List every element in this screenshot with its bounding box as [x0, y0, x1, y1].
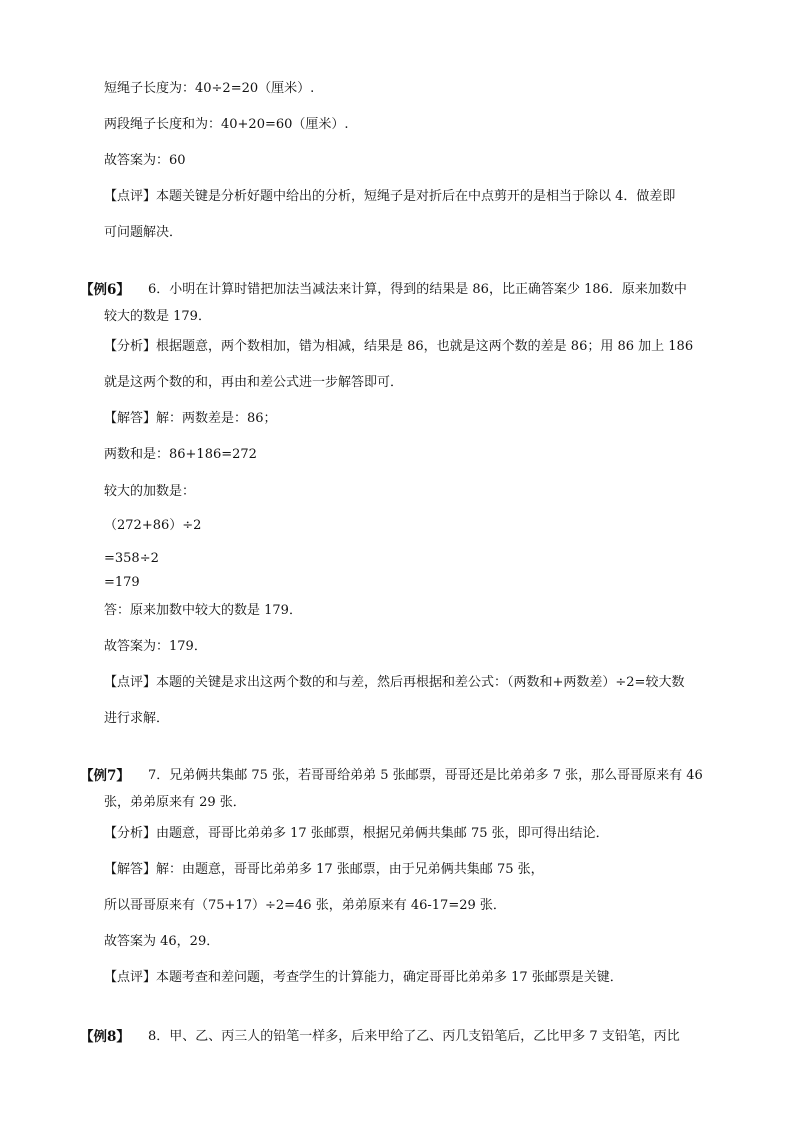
analysis-line: 就是这两个数的和，再由和差公式进一步解答即可．: [104, 375, 404, 390]
solution-line: （272+86）÷2: [104, 518, 202, 533]
example-tag: 【例6】: [80, 282, 130, 298]
solution-line: =179: [104, 575, 140, 590]
text-line: 短绳子长度为：40÷2=20（厘米）.: [104, 81, 315, 96]
question-line: 张，弟弟原来有 29 张．: [104, 795, 246, 810]
answer-line: 故答案为 46，29．: [104, 934, 220, 949]
analysis-line: 【分析】由题意，哥哥比弟弟多 17 张邮票，根据兄弟俩共集邮 75 张，即可得出结论．: [104, 826, 609, 841]
answer-line: 故答案为：60: [104, 153, 186, 168]
solution-line: 【解答】解：两数差是：86；: [104, 411, 277, 426]
solution-line: 【解答】解：由题意，哥哥比弟弟多 17 张邮票，由于兄弟俩共集邮 75 张，: [104, 862, 544, 877]
analysis-line: 【分析】根据题意，两个数相加，错为相减，结果是 86，也就是这两个数的差是 86；用 86 加上 186: [104, 339, 694, 354]
solution-line: 较大的加数是：: [104, 484, 196, 499]
solution-line: 两数和是：86+186=272: [104, 447, 257, 462]
review-line: 【点评】本题考查和差问题，考查学生的计算能力，确定哥哥比弟弟多 17 张邮票是关键．: [104, 970, 623, 985]
example-tag: 【例8】: [80, 1029, 130, 1045]
question-line: 6．小明在计算时错把加法当减法来计算，得到的结果是 86，比正确答案少 186．原来加数中: [148, 282, 687, 297]
review-line: 【点评】本题的关键是求出这两个数的和与差，然后再根据和差公式：（两数和+两数差）÷2=较大数: [104, 675, 685, 690]
solution-line: 所以哥哥原来有（75+17）÷2=46 张，弟弟原来有 46-17=29 张．: [104, 898, 506, 913]
answer-line: 故答案为：179．: [104, 639, 207, 654]
example-tag: 【例7】: [80, 768, 130, 784]
solution-line: 答：原来加数中较大的数是 179．: [104, 603, 302, 618]
question-line: 7．兄弟俩共集邮 75 张，若哥哥给弟弟 5 张邮票，哥哥还是比弟弟多 7 张，那么哥哥原来有 46: [148, 768, 703, 783]
question-line: 8．甲、乙、丙三人的铅笔一样多，后来甲给了乙、丙几支铅笔后，乙比甲多 7 支铅笔，丙比: [148, 1029, 680, 1044]
text-line: 两段绳子长度和为：40+20=60（厘米）.: [104, 117, 349, 132]
question-line: 较大的数是 179．: [104, 309, 211, 324]
review-line: 进行求解．: [104, 711, 170, 726]
review-line: 【点评】本题关键是分析好题中给出的分析，短绳子是对折后在中点剪开的是相当于除以 4．做差即: [104, 189, 676, 204]
solution-line: =358÷2: [104, 551, 159, 566]
review-line: 可问题解决．: [104, 225, 183, 240]
